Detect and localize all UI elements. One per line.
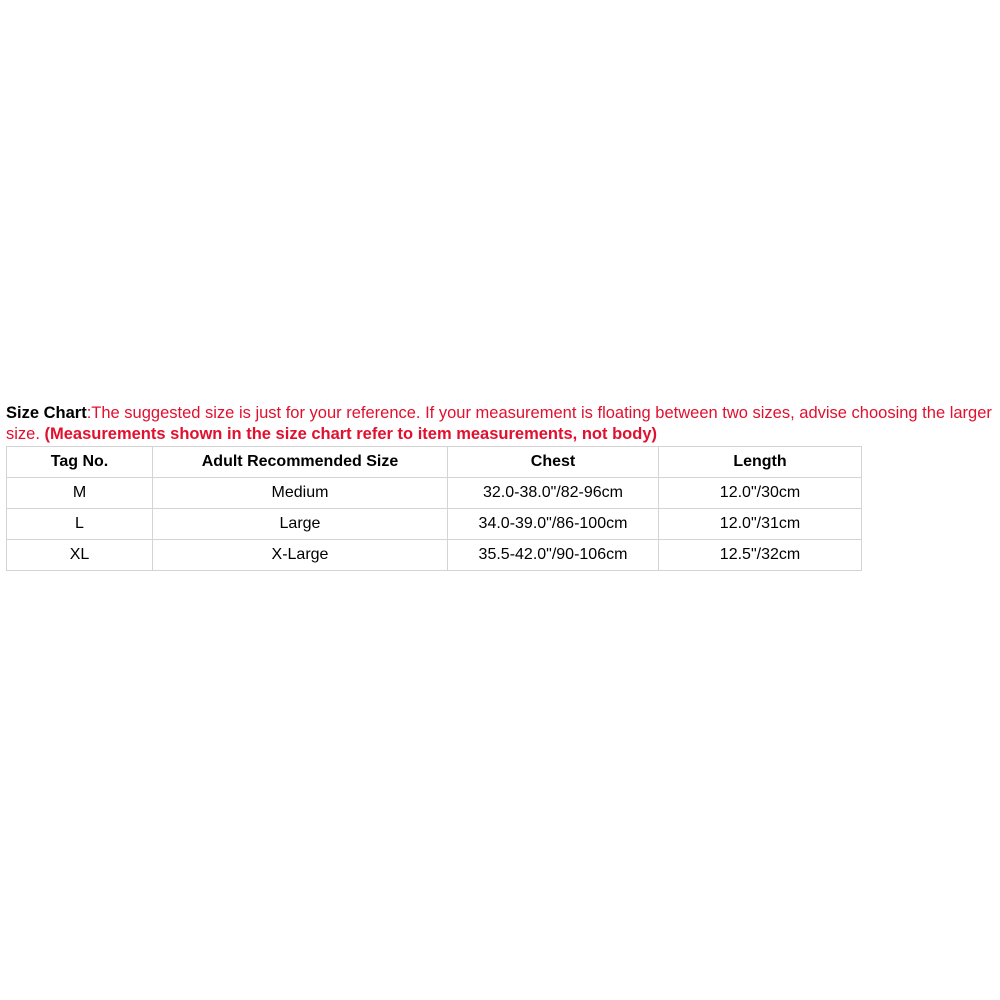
size-table xyxy=(6,446,862,571)
cell-chest: 34.0-39.0"/86-100cm xyxy=(448,509,659,540)
cell-length: 12.0"/31cm xyxy=(659,509,862,540)
size-chart-intro xyxy=(6,403,996,445)
cell-length: 12.0"/30cm xyxy=(659,478,862,509)
cell-size: Medium xyxy=(153,478,448,509)
cell-tag: M xyxy=(7,478,153,509)
header-tag-no: Tag No. xyxy=(7,447,153,478)
size-chart-note: :The suggested size is just for your reference. If your measurement is floating between two sizes, advise choosing the larger size. xyxy=(6,404,992,443)
cell-tag: L xyxy=(7,509,153,540)
header-chest: Chest xyxy=(448,447,659,478)
cell-length: 12.5"/32cm xyxy=(659,540,862,571)
cell-tag: XL xyxy=(7,540,153,571)
cell-size: X-Large xyxy=(153,540,448,571)
cell-size: Large xyxy=(153,509,448,540)
cell-chest: 32.0-38.0"/82-96cm xyxy=(448,478,659,509)
table-row xyxy=(7,509,862,540)
header-length: Length xyxy=(659,447,862,478)
size-chart-measurement-note: (Measurements shown in the size chart refer to item measurements, not body) xyxy=(44,425,657,443)
size-chart-section xyxy=(6,403,996,571)
table-row xyxy=(7,478,862,509)
size-chart-label: Size Chart xyxy=(6,404,87,422)
header-adult-recommended-size: Adult Recommended Size xyxy=(153,447,448,478)
table-row xyxy=(7,540,862,571)
table-header-row xyxy=(7,447,862,478)
cell-chest: 35.5-42.0"/90-106cm xyxy=(448,540,659,571)
